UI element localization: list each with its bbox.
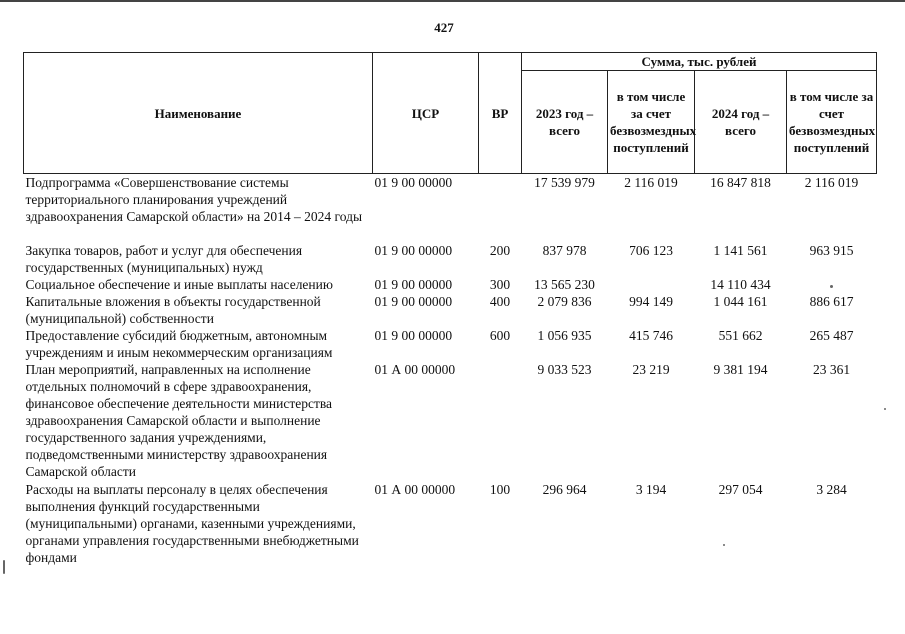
row-vr: 100 (489, 481, 511, 497)
row-csr: 01 9 00 00000 (374, 175, 453, 190)
table-header (24, 53, 877, 174)
top-scan-edge (0, 0, 905, 2)
row-csr: 01 9 00 00000 (374, 276, 453, 292)
row-name: Капитальные вложения в объекты государственной (муниципальной) собственности (25, 293, 321, 326)
row-2024-gratuitous: 2 116 019 (804, 175, 859, 190)
scan-speck (830, 285, 833, 288)
row-2023-gratuitous: 23 219 (632, 361, 670, 377)
row-2023-gratuitous (608, 276, 695, 293)
table-row (24, 481, 877, 566)
row-2023-gratuitous: 706 123 (629, 242, 673, 258)
header-csr: ЦСР (373, 53, 479, 174)
table-row (24, 276, 877, 293)
header-sum-group: Сумма, тыс. рублей (522, 53, 877, 71)
row-2023-total: 2 079 836 (537, 293, 592, 309)
row-name: Предоставление субсидий бюджетным, автономным учреждениям и иным некоммерческим организациям (25, 327, 333, 360)
row-vr: 200 (489, 242, 511, 258)
row-2024-total: 1 044 161 (713, 293, 768, 309)
row-vr: 400 (489, 293, 511, 309)
row-name: Расходы на выплаты персоналу в целях обеспечения выполнения функций государственными (муниципальными) органами, казенными учреждениями, органами управления государственными внебюджетными фондами (25, 481, 359, 565)
row-2023-gratuitous: 994 149 (629, 293, 673, 309)
header-2023-gratuitous: в том числе за счет безвозмездных поступлений (608, 71, 695, 174)
row-name: Социальное обеспечение и иные выплаты населению (25, 276, 333, 292)
row-2023-total: 17 539 979 (534, 175, 595, 190)
row-2023-total: 837 978 (542, 242, 587, 258)
row-vr (479, 361, 522, 481)
table-row (24, 174, 877, 242)
row-2023-total: 13 565 230 (534, 276, 595, 292)
row-vr: 600 (489, 327, 511, 343)
row-2024-gratuitous: 963 915 (809, 242, 854, 258)
page-number: 427 (434, 20, 454, 35)
row-name: Подпрограмма «Совершенствование системы территориального планирования учреждений здравоохранения Самарской области» на 2014 – 2024 годы (25, 175, 363, 224)
header-2024-total: 2024 год – всего (695, 71, 787, 174)
row-csr: 01 9 00 00000 (374, 242, 453, 258)
row-2024-gratuitous: 3 284 (816, 481, 847, 497)
scan-speck (723, 544, 725, 546)
row-csr: 01 А 00 00000 (374, 361, 456, 377)
row-2023-gratuitous: 2 116 019 (624, 175, 678, 190)
row-2024-total: 16 847 818 (710, 175, 771, 190)
header-2024-gratuitous: в том числе за счет безвозмездных поступлений (787, 71, 877, 174)
header-vr: ВР (479, 53, 522, 174)
row-csr: 01 9 00 00000 (374, 327, 453, 343)
row-csr: 01 А 00 00000 (374, 481, 456, 497)
row-2024-total: 551 662 (718, 327, 763, 343)
row-2024-total: 1 141 561 (713, 242, 768, 258)
scan-speck (884, 408, 886, 410)
row-2023-total: 296 964 (542, 481, 587, 497)
row-2024-gratuitous: 23 361 (812, 361, 851, 377)
row-2023-gratuitous: 415 746 (629, 327, 673, 343)
row-csr: 01 9 00 00000 (374, 293, 453, 309)
header-name: Наименование (24, 53, 373, 174)
row-2024-gratuitous: 886 617 (809, 293, 854, 309)
row-2023-gratuitous: 3 194 (635, 481, 667, 497)
row-2024-total: 297 054 (718, 481, 763, 497)
table-row (24, 361, 877, 481)
row-2024-total: 9 381 194 (713, 361, 768, 377)
table-body (24, 174, 877, 566)
row-vr (479, 174, 522, 242)
row-2024-gratuitous (787, 276, 877, 293)
table-row (24, 242, 877, 276)
budget-table (23, 52, 877, 566)
table-row (24, 327, 877, 361)
row-2023-total: 9 033 523 (537, 361, 592, 377)
row-name: План мероприятий, направленных на исполнение отдельных полномочий в сфере здравоохранения, финансовое обеспечение деятельности министерства здравоохранения Самарской области и выполнение государственного задания учреждениями, подведомственными министерству здравоохранения Самарской области (25, 361, 333, 479)
scan-speck (3, 560, 5, 574)
row-2024-total: 14 110 434 (710, 276, 771, 292)
row-vr: 300 (489, 276, 511, 292)
row-name: Закупка товаров, работ и услуг для обеспечения государственных (муниципальных) нужд (25, 242, 303, 275)
row-2023-total: 1 056 935 (537, 327, 592, 343)
table-row (24, 293, 877, 327)
row-2024-gratuitous: 265 487 (809, 327, 854, 343)
header-2023-total: 2023 год – всего (522, 71, 608, 174)
